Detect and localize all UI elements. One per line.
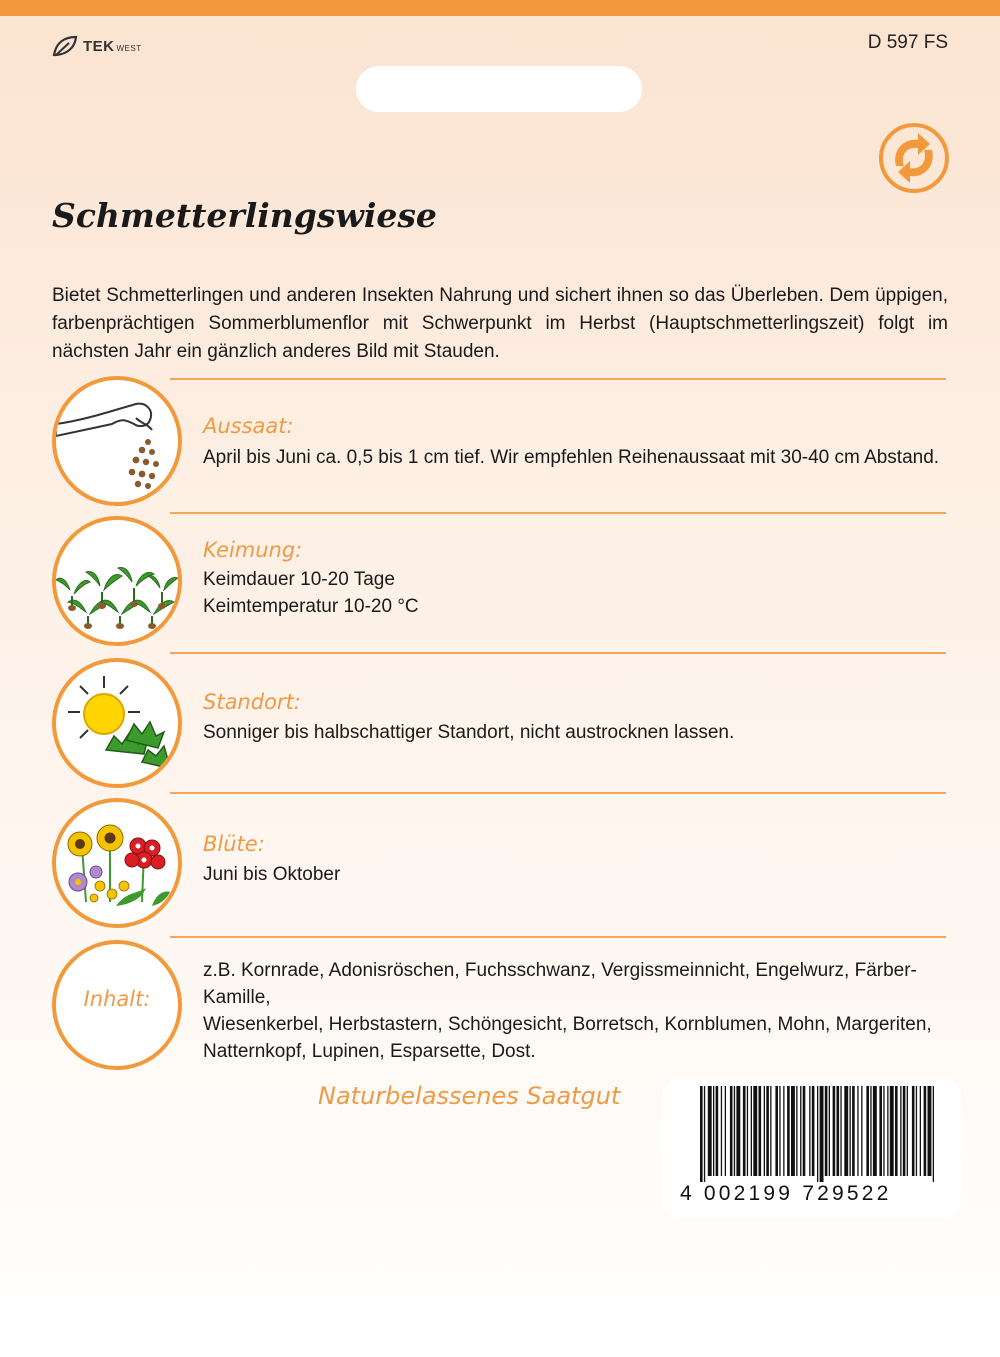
barcode-bar	[850, 1086, 851, 1176]
leaf-logo-icon	[52, 35, 78, 57]
seedlings-icon	[52, 516, 182, 646]
divider	[170, 936, 946, 938]
barcode-bar	[873, 1086, 877, 1176]
barcode-bar	[912, 1086, 915, 1176]
barcode-bar	[903, 1086, 906, 1176]
barcode-bar	[700, 1086, 703, 1182]
inhalt-circle	[52, 940, 182, 1070]
barcode-bar	[861, 1086, 862, 1176]
barcode-number: 4 002199 729522	[680, 1182, 892, 1205]
divider	[170, 652, 946, 654]
barcode-icon	[700, 1086, 938, 1182]
inhalt-heading: Inhalt:	[83, 987, 151, 1011]
barcode-bar	[747, 1086, 748, 1176]
footer-note: Naturbelassenes Saatgut	[318, 1082, 621, 1110]
keimung-heading: Keimung:	[203, 538, 303, 562]
inhalt-text	[203, 957, 953, 1065]
keimung-text	[203, 566, 953, 620]
barcode-bar	[764, 1086, 765, 1176]
barcode-bar	[890, 1086, 894, 1176]
flowers-icon	[52, 798, 182, 928]
barcode-bar	[704, 1086, 705, 1182]
aussaat-line: April bis Juni ca. 0,5 bis 1 cm tief. Wir empfehlen Reihenaussaat mit 30-40 cm Abstand.	[203, 447, 940, 468]
barcode-bar	[870, 1086, 871, 1176]
aussaat-text	[203, 444, 953, 471]
aussaat-heading: Aussaat:	[203, 414, 294, 438]
barcode-bar	[753, 1086, 757, 1176]
barcode-bar	[883, 1086, 884, 1176]
barcode-bar	[820, 1086, 824, 1182]
keimung-line: Keimtemperatur 10-20 °C	[203, 596, 419, 617]
keimung-line: Keimdauer 10-20 Tage	[203, 569, 395, 590]
barcode-bar	[840, 1086, 841, 1176]
barcode-area	[662, 1078, 962, 1218]
divider	[170, 512, 946, 514]
product-title: Schmetterlingswiese	[52, 196, 437, 235]
barcode-bar	[759, 1086, 762, 1176]
barcode-bar	[736, 1086, 740, 1176]
barcode-bar	[734, 1086, 735, 1176]
barcode-bar	[770, 1086, 771, 1176]
barcode-bar	[743, 1086, 746, 1176]
barcode-bar	[857, 1086, 858, 1176]
hanging-slot	[356, 66, 642, 112]
barcode-bar	[895, 1086, 898, 1176]
barcode-bar	[844, 1086, 848, 1176]
barcode-bar	[725, 1086, 726, 1176]
sun-plant-icon	[52, 658, 182, 788]
barcode-bar	[800, 1086, 801, 1176]
standort-text	[203, 719, 953, 746]
bluete-heading: Blüte:	[203, 832, 265, 856]
barcode-bar	[796, 1086, 797, 1176]
bluete-line: Juni bis Oktober	[203, 864, 341, 885]
green-dot-recycling-icon	[878, 122, 950, 194]
barcode-bar	[775, 1086, 778, 1176]
barcode-bar	[928, 1086, 932, 1176]
barcode-bar	[803, 1086, 806, 1176]
barcode-bar	[907, 1086, 908, 1176]
brand-name: TEK	[83, 37, 115, 55]
bluete-text	[203, 861, 953, 888]
inhalt-line: z.B. Kornrade, Adonisröschen, Fuchsschwanz, Vergissmeinnicht, Engelwurz, Färber-Kamille,	[203, 960, 917, 1008]
brand-subname: WEST	[116, 44, 142, 53]
barcode-bar	[809, 1086, 810, 1176]
barcode-bar	[879, 1086, 882, 1176]
barcode-bar	[837, 1086, 840, 1176]
barcode-bar	[730, 1086, 733, 1176]
barcode-bar	[825, 1086, 828, 1176]
barcode-bar	[866, 1086, 869, 1176]
barcode-bar	[924, 1086, 927, 1176]
barcode-bar	[766, 1086, 769, 1176]
barcode-bar	[900, 1086, 901, 1176]
intro-text: Bietet Schmetterlingen und anderen Insekten Nahrung und sichert ihnen so das Überleben. Dem üppigen, farbenprächtigen Sommerblumenflor mit Schwerpunkt im Herbst (Hauptschmetterlingszeit) folgt im nächsten Jahr ein gänzlich anderes Bild mit Stauden.	[52, 285, 948, 362]
barcode-bar	[791, 1086, 795, 1176]
sowing-hand-icon	[52, 376, 182, 506]
barcode-bar	[920, 1086, 921, 1176]
barcode-bar	[812, 1086, 815, 1176]
divider	[170, 792, 946, 794]
barcode-bar	[933, 1086, 934, 1182]
barcode-bar	[779, 1086, 780, 1176]
barcode-bar	[829, 1086, 830, 1176]
barcode-bar	[716, 1086, 719, 1176]
barcode-bar	[751, 1086, 752, 1176]
barcode-bar	[708, 1086, 712, 1176]
standort-line: Sonniger bis halbschattiger Standort, nicht austrocknen lassen.	[203, 722, 735, 743]
barcode-bar	[713, 1086, 714, 1176]
brand-logo	[52, 34, 142, 58]
barcode-bar	[787, 1086, 790, 1176]
product-code: D 597 FS	[867, 32, 948, 53]
barcode-bar	[852, 1086, 855, 1176]
standort-heading: Standort:	[203, 690, 301, 714]
barcode-bar	[817, 1086, 818, 1182]
barcode-bar	[916, 1086, 917, 1176]
divider	[170, 378, 946, 380]
top-color-bar	[0, 0, 1000, 16]
inhalt-line: Wiesenkerbel, Herbstastern, Schöngesicht, Borretsch, Kornblumen, Mohn, Margeriten,	[203, 1014, 932, 1035]
barcode-bar	[783, 1086, 784, 1176]
barcode-bar	[887, 1086, 888, 1176]
barcode-bar	[833, 1086, 836, 1176]
inhalt-line: Natternkopf, Lupinen, Esparsette, Dost.	[203, 1041, 536, 1062]
barcode-bar	[721, 1086, 722, 1176]
